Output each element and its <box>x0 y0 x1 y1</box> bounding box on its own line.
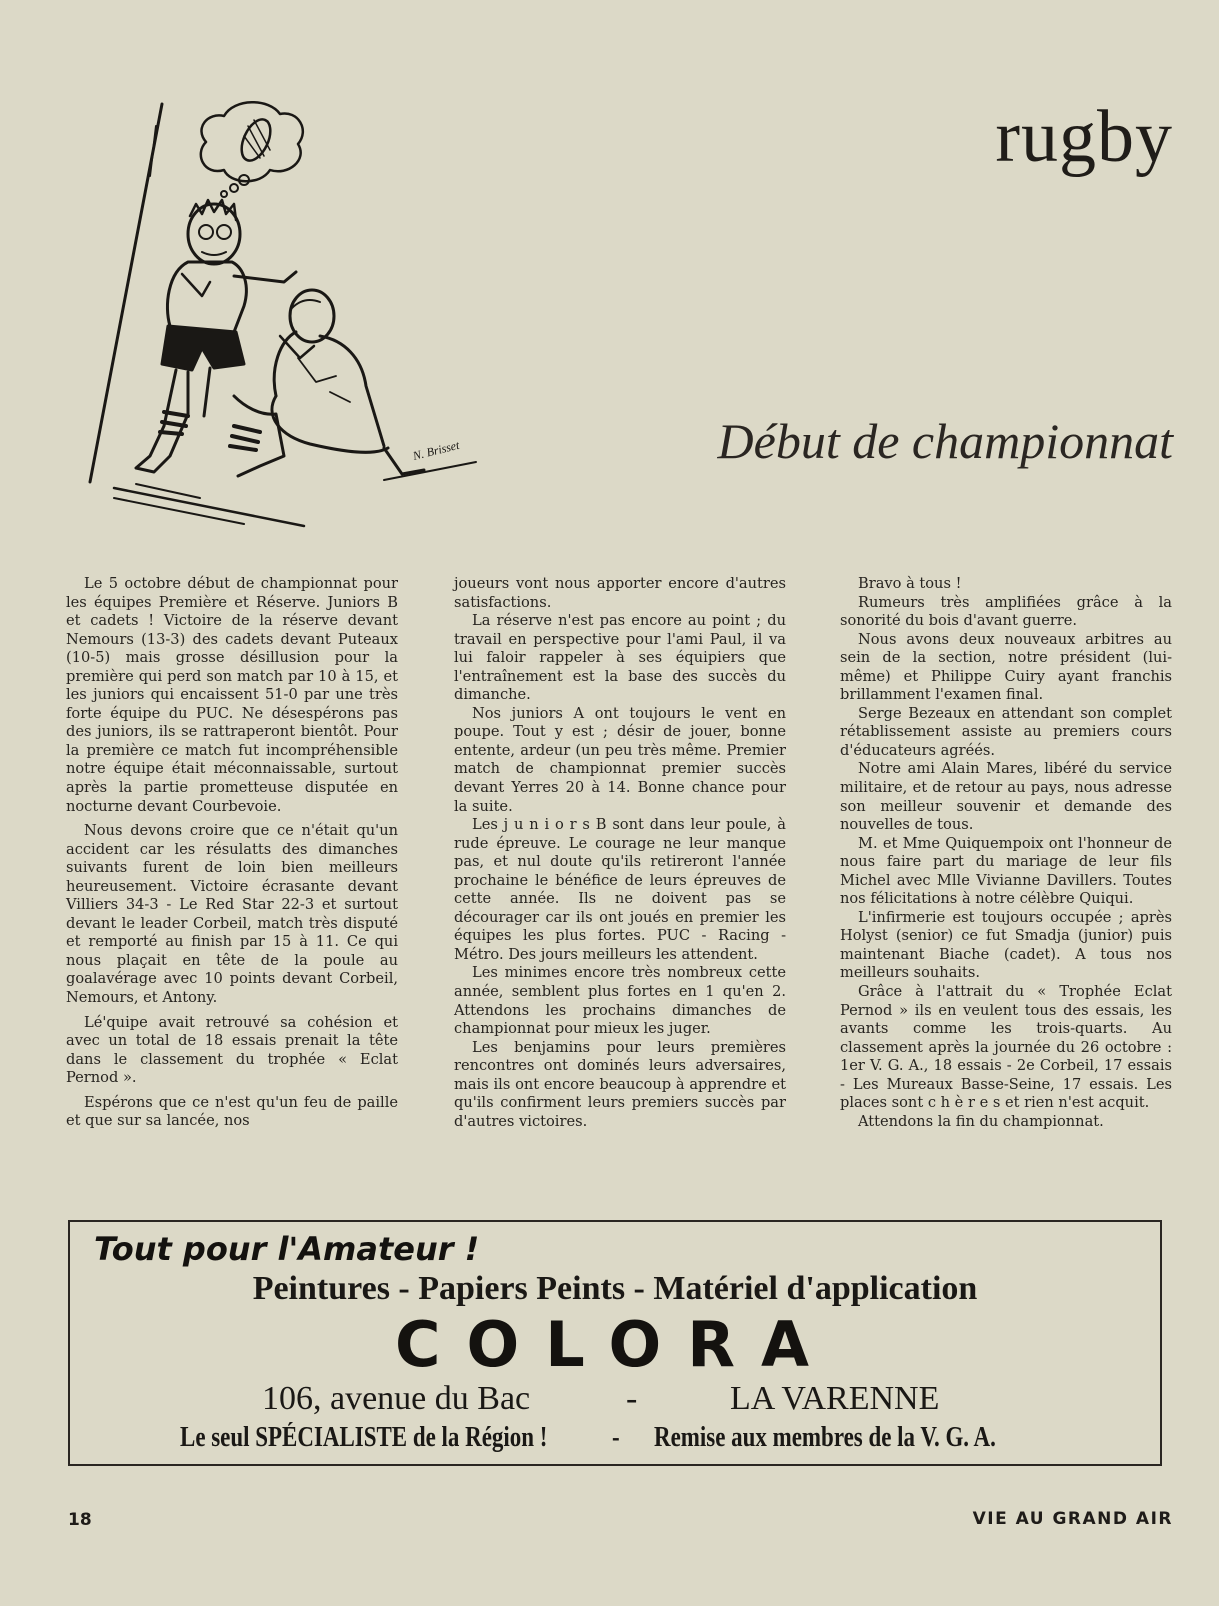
column-2-paragraph-6: Les benjamins pour leurs premières rencontres ont dominés leurs adversaires, mais ils ont encore beaucoup à apprendre et qu'ils confirment leurs premiers succès par d'autres victoires. <box>454 1038 786 1130</box>
rugby-cartoon-illustration <box>84 96 484 546</box>
column-3-paragraph-9: Attendons la fin du championnat. <box>858 1112 1104 1130</box>
column-2-paragraph-4: Les j u n i o r s B sont dans leur poule, à rude épreuve. Le courage ne leur manque pas, et nul doute qu'ils retireront l'année prochaine le bénéfice de leurs épreuves de cette année. Ils ne doivent pas se décourager car ils ont joués en premier les équipes les plus fortes. PUC - Racing - Métro. Des jours meilleurs les attendent. <box>454 816 786 963</box>
ad-footer-left: Le seul SPÉCIALISTE de la Région ! <box>180 1422 548 1453</box>
section-title: rugby <box>995 96 1173 178</box>
article-column-3 <box>840 575 1172 1131</box>
column-1-paragraph-1: Le 5 octobre début de championnat pour les équipes Première et Réserve. Juniors B et cadets ! Victoire de la réserve devant Nemours (13-3) des cadets devant Puteaux (10-5) mais grosse désillusion pour la première qui perd son match par 10 à 15, et les juniors qui encaissent 51-0 par une très forte équipe du PUC. Ne désespérons pas des juniors, ils se rattraperont bientôt. Pour la première ce match fut incompréhensible notre équipe était méconnaissable, surtout après la partie prometteuse disputée en nocturne devant Courbevoie. <box>66 575 398 815</box>
page-number: 18 <box>68 1510 92 1530</box>
ad-products: Peintures - Papiers Peints - Matériel d'application <box>252 1270 978 1307</box>
article-column-1 <box>66 575 398 1131</box>
column-1-paragraph-3: Lé'quipe avait retrouvé sa cohésion et avec un total de 18 essais prenait la tête dans le classement du trophée « Eclat Pernod ». <box>66 1013 398 1087</box>
ad-address-separator: - <box>626 1380 638 1417</box>
column-2-paragraph-3: Nos juniors A ont toujours le vent en poupe. Tout y est ; désir de jouer, bonne entente, ardeur (un peu très même. Premier match de championnat premier succès devant Yerres 20 à 14. Bonne chance pour la suite. <box>454 704 786 815</box>
ad-brand-name: COLORA <box>395 1308 835 1381</box>
column-2-paragraph-5: Les minimes encore très nombreux cette année, semblent plus fortes en 1 qu'en 2. Attendons les prochains dimanches de championnat pour mieux les juger. <box>454 964 786 1038</box>
column-3-paragraph-6: M. et Mme Quiquempoix ont l'honneur de nous faire part du mariage de leur fils Michel avec Mlle Vivianne Davillers. Toutes nos félicitations à notre célèbre Quiqui. <box>840 834 1172 908</box>
ad-footer-separator: - <box>612 1422 620 1453</box>
column-3-paragraph-5: Notre ami Alain Mares, libéré du service militaire, et de retour au pays, nous adresse son meilleur souvenir et demande des nouvelles de tous. <box>840 760 1172 834</box>
column-2-paragraph-2: La réserve n'est pas encore au point ; du travail en perspective pour l'ami Paul, il va lui faloir rappeler à ses équipiers que l'entraînement est la base des succès du dimanche. <box>454 612 786 704</box>
ad-footer-right: Remise aux membres de la V. G. A. <box>654 1422 996 1453</box>
column-3-paragraph-4: Serge Bezeaux en attendant son complet rétablissement assiste au premiers cours d'éducateurs agréés. <box>840 704 1172 759</box>
ad-city: LA VARENNE <box>730 1380 940 1417</box>
article-column-2 <box>454 575 786 1131</box>
ad-address: 106, avenue du Bac <box>262 1380 531 1417</box>
article-headline: Début de championnat <box>717 413 1173 469</box>
column-3-paragraph-1: Bravo à tous ! <box>858 575 962 592</box>
column-1-paragraph-4: Espérons que ce n'est qu'un feu de paille et que sur sa lancée, nos <box>66 1093 398 1130</box>
column-1-paragraph-2: Nous devons croire que ce n'était qu'un accident car les résulatts des dimanches suivants furent de loin bien meilleurs heureusement. Victoire écrasante devant Villiers 34-3 - Le Red Star 22-3 et surtout devant le leader Corbeil, match très disputé et remporté au finish par 15 à 11. Ce qui nous plaçait en tête de la poule au goalavérage avec 10 points devant Corbeil, Nemours, et Antony. <box>66 822 398 1007</box>
column-3-paragraph-2: Rumeurs très amplifiées grâce à la sonorité du bois d'avant guerre. <box>840 593 1172 630</box>
column-3-paragraph-3: Nous avons deux nouveaux arbitres au sein de la section, notre président (lui-même) et Philippe Cuiry ayant franchis brillamment l'examen final. <box>840 630 1172 704</box>
illustrator-signature: N. Brisset <box>411 437 461 463</box>
magazine-title: VIE AU GRAND AIR <box>972 1509 1173 1529</box>
column-2-paragraph-1: joueurs vont nous apporter encore d'autres satisfactions. <box>454 575 786 611</box>
ad-tagline: Tout pour l'Amateur ! <box>94 1230 480 1268</box>
column-3-paragraph-8: Grâce à l'attrait du « Trophée Eclat Pernod » ils en veulent tous des essais, les avants comme les trois-quarts. Au classement après la journée du 26 octobre : 1er V. G. A., 18 essais - 2e Corbeil, 17 essais - Les Mureaux Basse-Seine, 17 essais. Les places sont c h è r e s et rien n'est acquit. <box>840 983 1172 1112</box>
colora-advertisement <box>68 1220 1162 1466</box>
column-3-paragraph-7: L'infirmerie est toujours occupée ; après Holyst (senior) ce fut Smadja (junior) puis maintenant Biache (cadet). A tous nos meilleurs souhaits. <box>840 908 1172 982</box>
